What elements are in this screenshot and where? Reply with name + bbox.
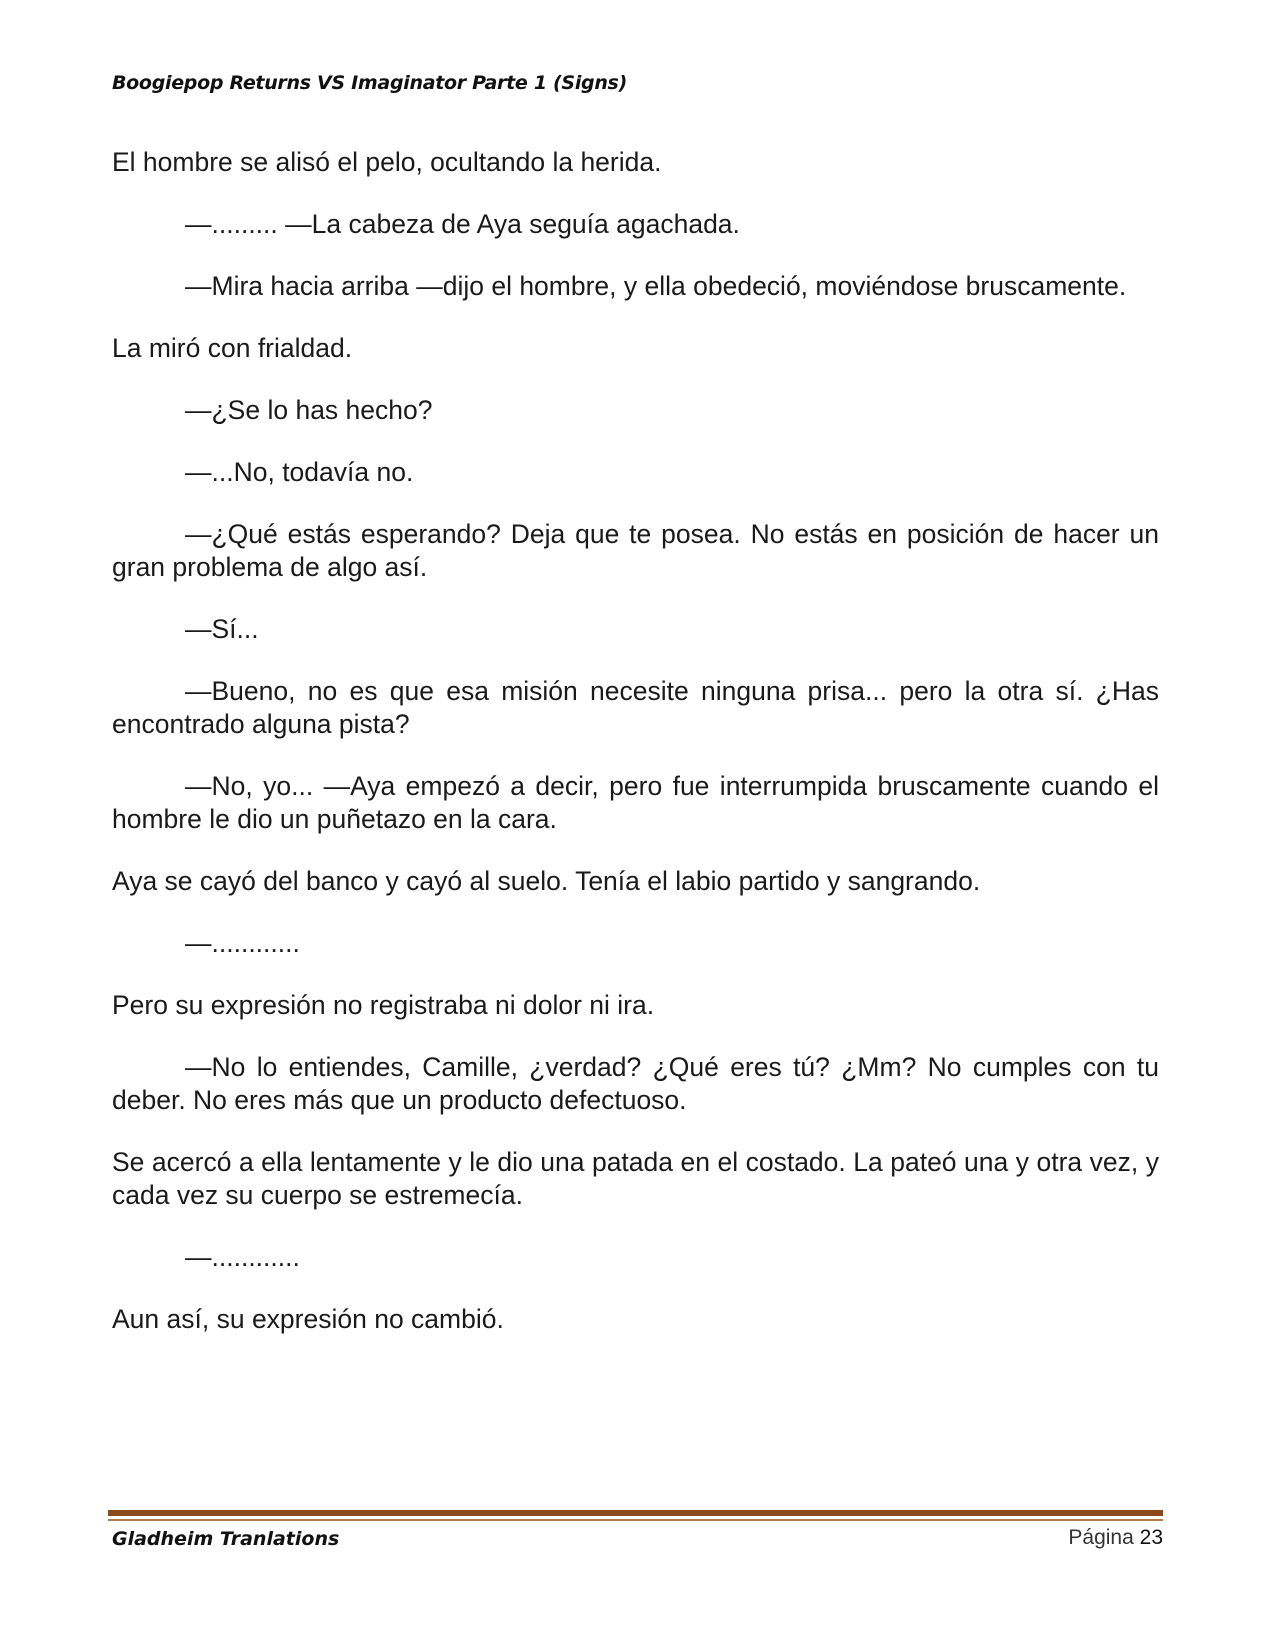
paragraph: —............ — [185, 928, 300, 958]
paragraph: Aun así, su expresión no cambió. — [112, 1304, 504, 1334]
paragraph: —¿Qué estás esperando? Deja que te posea. No estás en posición de hacer un gran problema de algo así. — [112, 519, 1159, 582]
paragraph: —......... —La cabeza de Aya seguía agachada. — [185, 209, 740, 239]
paragraph: —No lo entiendes, Camille, ¿verdad? ¿Qué eres tú? ¿Mm? No cumples con tu deber. No eres más que un producto defectuoso. — [112, 1052, 1159, 1115]
paragraph: —Sí... — [185, 614, 259, 644]
page-label: Página — [1068, 1526, 1134, 1549]
paragraph: El hombre se alisó el pelo, ocultando la herida. — [112, 147, 662, 177]
paragraph: —Bueno, no es que esa misión necesite ninguna prisa... pero la otra sí. ¿Has encontrado alguna pista? — [112, 676, 1159, 739]
paragraph: —¿Se lo has hecho? — [185, 395, 433, 425]
paragraph: —...No, todavía no. — [185, 457, 414, 487]
paragraph: —............ — [185, 1242, 300, 1272]
paragraph: Aya se cayó del banco y cayó al suelo. Tenía el labio partido y sangrando. — [112, 866, 981, 896]
page-number-label — [1068, 1526, 1163, 1550]
page-header-title: Boogiepop Returns VS Imaginator Parte 1 (Signs) — [112, 72, 627, 94]
paragraph: Se acercó a ella lentamente y le dio una patada en el costado. La pateó una y otra vez, y cada vez su cuerpo se estremecía. — [112, 1147, 1159, 1210]
footer-credit: Gladheim Tranlations — [112, 1528, 340, 1550]
page-number: 23 — [1139, 1526, 1163, 1549]
body-text — [112, 146, 1159, 1365]
paragraph: Pero su expresión no registraba ni dolor ni ira. — [112, 990, 655, 1020]
footer-divider-thin — [108, 1519, 1163, 1521]
paragraph: —No, yo... —Aya empezó a decir, pero fue interrumpida bruscamente cuando el hombre le dio un puñetazo en la cara. — [112, 771, 1159, 834]
paragraph: —Mira hacia arriba —dijo el hombre, y ella obedeció, moviéndose bruscamente. — [185, 271, 1127, 301]
paragraph: La miró con frialdad. — [112, 333, 353, 363]
footer-divider — [108, 1510, 1163, 1516]
